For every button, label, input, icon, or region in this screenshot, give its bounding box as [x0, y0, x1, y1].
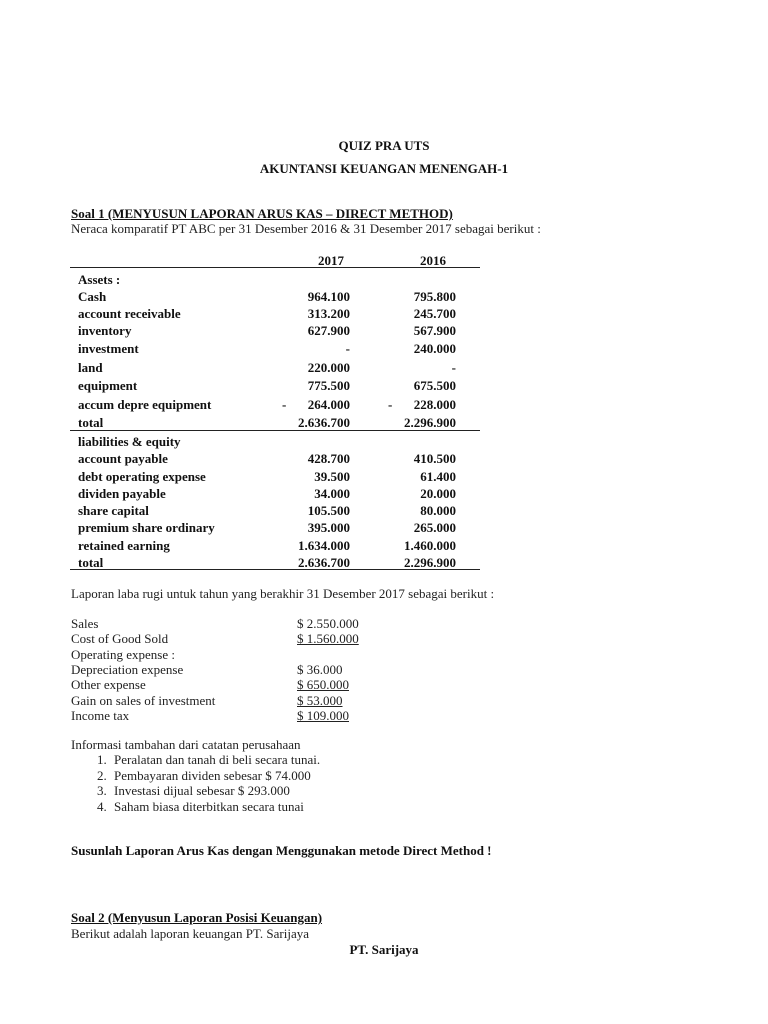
value-2016: 265.000 — [413, 520, 456, 535]
value-2017: 964.100 — [307, 289, 350, 304]
value-2016: 1.460.000 — [404, 538, 456, 553]
negative-sign: - — [282, 397, 287, 412]
row-label: total — [78, 555, 104, 570]
table-row — [70, 520, 480, 537]
list-item: 3. Investasi dijual sebesar $ 293.000 — [110, 783, 320, 799]
table-row — [70, 306, 480, 323]
value-2016: 410.500 — [413, 451, 456, 466]
row-label: inventory — [78, 323, 132, 338]
row-label: investment — [78, 341, 139, 356]
table-row — [70, 538, 480, 555]
income-label: Sales — [71, 616, 99, 631]
table-row — [70, 289, 480, 306]
value-2016: 61.400 — [420, 469, 456, 484]
row-label: premium share ordinary — [78, 520, 215, 535]
list-item: 1. Peralatan dan tanah di beli secara tunai. — [110, 752, 320, 768]
value-2017: 39.500 — [314, 469, 350, 484]
value-2016: 795.800 — [413, 289, 456, 304]
instruction-text: Susunlah Laporan Arus Kas dengan Menggunakan metode Direct Method ! — [71, 843, 492, 858]
value-2017: 220.000 — [307, 360, 350, 375]
table-row — [70, 397, 480, 414]
value-2017: 313.200 — [307, 306, 350, 321]
row-label: account receivable — [78, 306, 181, 321]
soal1-intro: Neraca komparatif PT ABC per 31 Desember 2016 & 31 Desember 2017 sebagai berikut : — [71, 221, 541, 236]
list-item — [71, 677, 471, 693]
col-header-2016: 2016 — [420, 253, 446, 268]
list-item: 4. Saham biasa diterbitkan secara tunai — [110, 799, 320, 815]
income-label: Depreciation expense — [71, 661, 184, 677]
row-label: total — [78, 415, 104, 430]
assets-label: Assets : — [78, 272, 121, 287]
value-2017: 2.636.700 — [298, 415, 350, 430]
list-item — [71, 631, 471, 647]
table-row — [70, 451, 480, 468]
value-2017: 627.900 — [307, 323, 350, 338]
value-2017: 34.000 — [314, 486, 350, 501]
row-label: land — [78, 360, 103, 375]
value-2016: 20.000 — [420, 486, 456, 501]
negative-sign: - — [388, 397, 393, 412]
row-label: retained earning — [78, 538, 170, 553]
value-2017: 775.500 — [307, 378, 350, 393]
info-heading: Informasi tambahan dari catatan perusahaan — [71, 737, 301, 752]
list-item — [71, 693, 471, 709]
value-2017: 1.634.000 — [298, 538, 350, 553]
table-row — [70, 378, 480, 395]
table-row — [70, 486, 480, 503]
row-label: debt operating expense — [78, 469, 206, 484]
income-label: Other expense — [71, 677, 146, 693]
value-2017: 105.500 — [307, 503, 350, 518]
table-row — [70, 341, 480, 358]
value-2016: 675.500 — [413, 378, 456, 393]
table-row — [70, 360, 480, 377]
table-row — [70, 323, 480, 340]
row-label: Cash — [78, 289, 107, 304]
liabilities-bottom-rule — [70, 569, 480, 570]
list-item — [71, 708, 471, 724]
header-rule — [70, 267, 480, 268]
liabilities-label: liabilities & equity — [78, 434, 181, 449]
liabilities-label-row — [70, 434, 480, 451]
income-value: $ 53.000 — [297, 692, 343, 708]
row-label: account payable — [78, 451, 168, 466]
row-label: dividen payable — [78, 486, 166, 501]
list-item — [71, 647, 471, 663]
value-2016: 245.700 — [413, 306, 456, 321]
income-label: Operating expense : — [71, 646, 175, 662]
info-list — [71, 752, 320, 814]
value-2017: 2.636.700 — [298, 555, 350, 570]
income-value: $ 1.560.000 — [297, 631, 359, 647]
value-2016: 567.900 — [413, 323, 456, 338]
soal2-heading: Soal 2 (Menyusun Laporan Posisi Keuangan) — [71, 910, 323, 925]
quiz-title: QUIZ PRA UTS — [338, 138, 430, 153]
table-row — [70, 469, 480, 486]
value-2017: 428.700 — [307, 451, 350, 466]
row-label: equipment — [78, 378, 138, 393]
income-label: Income tax — [71, 707, 130, 723]
income-value: $ 2.550.000 — [297, 616, 359, 631]
income-label: Cost of Good Sold — [71, 631, 169, 647]
income-value: $ 650.000 — [297, 677, 349, 693]
value-2016: 240.000 — [413, 341, 456, 356]
list-item — [71, 616, 471, 632]
list-item: 2. Pembayaran dividen sebesar $ 74.000 — [110, 768, 320, 784]
table-row — [70, 503, 480, 520]
value-2016: - — [451, 360, 456, 375]
value-2017: - — [345, 341, 350, 356]
soal1-heading: Soal 1 (MENYUSUN LAPORAN ARUS KAS – DIRECT METHOD) — [71, 206, 453, 221]
value-2016: 80.000 — [420, 503, 456, 518]
value-2017: 264.000 — [307, 397, 350, 412]
soal2-intro: Berikut adalah laporan keuangan PT. Sarijaya — [71, 926, 310, 941]
quiz-subtitle: AKUNTANSI KEUANGAN MENENGAH-1 — [259, 161, 509, 176]
value-2017: 395.000 — [307, 520, 350, 535]
list-item — [71, 662, 471, 678]
value-2016: 228.000 — [413, 397, 456, 412]
company-name: PT. Sarijaya — [349, 942, 419, 957]
assets-total-rule — [70, 430, 480, 431]
row-label: share capital — [78, 503, 149, 518]
row-label: accum depre equipment — [78, 397, 212, 412]
value-2016: 2.296.900 — [404, 415, 456, 430]
col-header-2017: 2017 — [318, 253, 344, 268]
income-value: $ 36.000 — [297, 661, 343, 677]
assets-label-row — [70, 272, 480, 289]
income-label: Gain on sales of investment — [71, 692, 216, 708]
income-intro: Laporan laba rugi untuk tahun yang berakhir 31 Desember 2017 sebagai berikut : — [71, 586, 495, 601]
value-2016: 2.296.900 — [404, 555, 456, 570]
income-value: $ 109.000 — [297, 707, 349, 723]
